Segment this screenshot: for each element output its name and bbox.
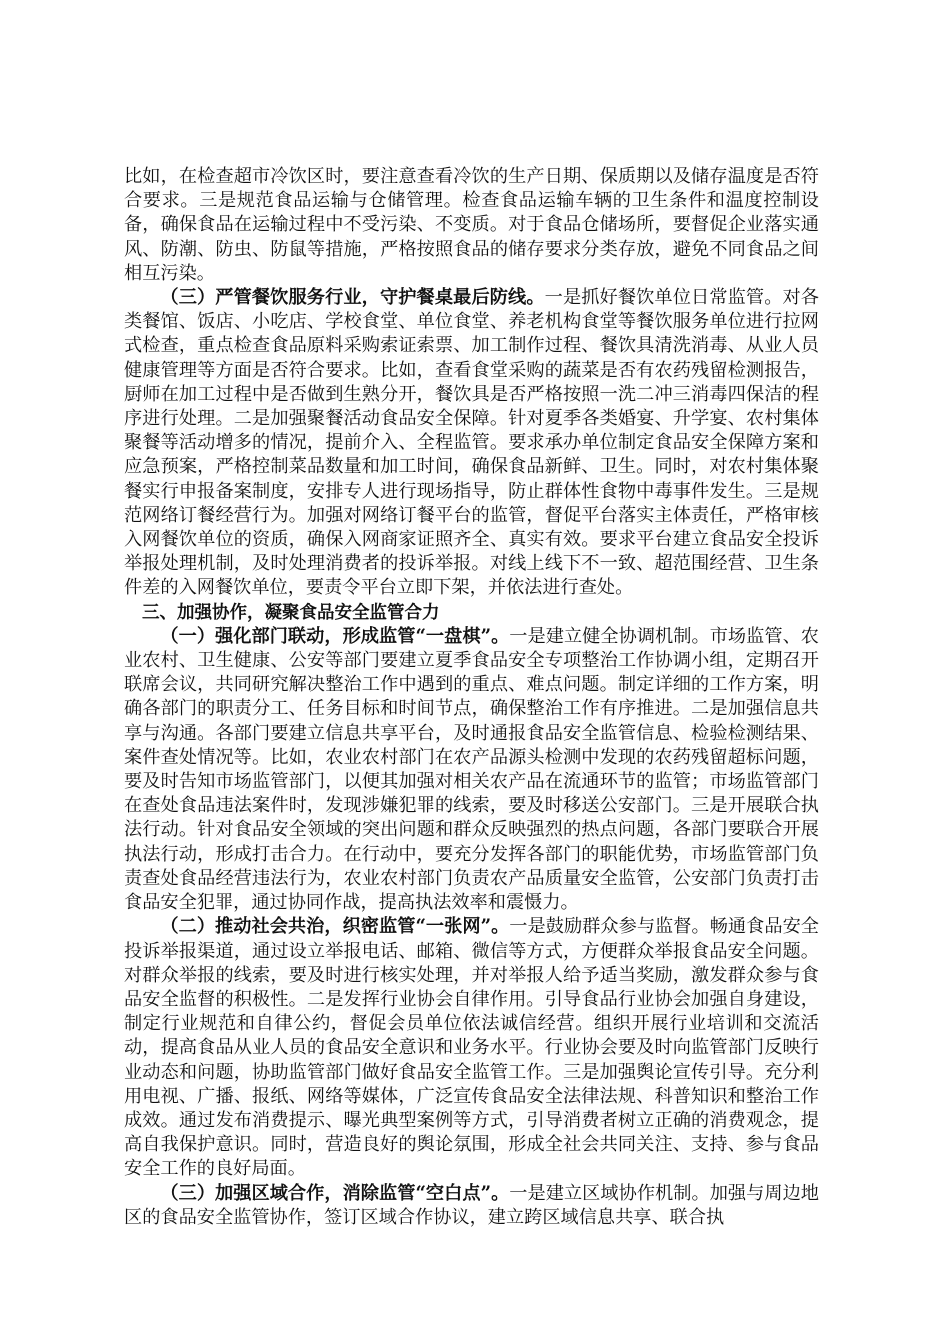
paragraph-social	[124, 915, 819, 1181]
paragraph-text: 一是鼓励群众参与监督。畅通食品安全投诉举报渠道，通过设立举报电话、邮箱、微信等方式，方便群众举报食品安全问题。对群众举报的线索，要及时进行核实处理，并对举报人给予适当奖励，激发群众参与食品安全监督的积极性。二是发挥行业协会自律作用。引导食品行业协会加强自身建设，制定行业规范和自律公约，督促会员单位依法诚信经营。组织开展行业培训和交流活动，提高食品从业人员的食品安全意识和业务水平。行业协会要及时向监管部门反映行业动态和问题，协助监管部门做好食品安全监管工作。三是加强舆论宣传引导。充分利用电视、广播、报纸、网络等媒体，广泛宣传食品安全法律法规、科普知识和整治工作成效。通过发布消费提示、曝光典型案例等方式，引导消费者树立正确的消费观念，提高自我保护意识。同时，营造良好的舆论氛围，形成全社会共同关注、支持、参与食品安全工作的良好局面。	[124, 916, 819, 1180]
paragraph-lead: （三）加强区域合作，消除监管“空白点”。	[160, 1182, 510, 1204]
paragraph-storage	[124, 165, 819, 286]
paragraph-text: 比如，在检查超市冷饮区时，要注意查看冷饮的生产日期、保质期以及储存温度是否符合要求。三是规范食品运输与仓储管理。检查食品运输车辆的卫生条件和温度控制设备，确保食品在运输过程中不受污染、不变质。对于食品仓储场所，要督促企业落实通风、防潮、防虫、防鼠等措施，严格按照食品的储存要求分类存放，避免不同食品之间相互污染。	[124, 166, 819, 284]
paragraph-departments	[124, 625, 819, 915]
section-heading: 三、加强协作，凝聚食品安全监管合力	[142, 602, 440, 623]
paragraph-lead: （一）强化部门联动，形成监管“一盘棋”。	[160, 625, 510, 647]
paragraph-lead: （三）严管餐饮服务行业，守护餐桌最后防线。	[160, 287, 545, 309]
paragraph-regional	[124, 1182, 819, 1230]
paragraph-text: 一是建立健全协调机制。市场监管、农业农村、卫生健康、公安等部门要建立夏季食品安全专项整治工作协调小组，定期召开联席会议，共同研究解决整治工作中遇到的重点、难点问题。制定详细的工作方案，明确各部门的职责分工、任务目标和时间节点，确保整治工作有序推进。二是加强信息共享与沟通。各部门要建立信息共享平台，及时通报食品安全监管信息、检验检测结果、案件查处情况等。比如，农业农村部门在农产品源头检测中发现的农药残留超标问题，要及时告知市场监管部门，以便其加强对相关农产品在流通环节的监管；市场监管部门在查处食品违法案件时，发现涉嫌犯罪的线索，要及时移送公安部门。三是开展联合执法行动。针对食品安全领域的突出问题和群众反映强烈的热点问题，各部门要联合开展执法行动，形成打击合力。在行动中，要充分发挥各部门的职能优势，市场监管部门负责查处食品经营违法行为，农业农村部门负责农产品质量安全监管，公安部门负责打击食品安全犯罪，通过协同作战，提高执法效率和震慑力。	[124, 625, 819, 914]
paragraph-catering	[124, 286, 819, 601]
paragraph-text: 一是建立区域协作机制。加强与周边地区的食品安全监管协作，签订区域合作协议，建立跨区域信息共享、联合执	[124, 1182, 819, 1228]
paragraph-text: 一是抓好餐饮单位日常监管。对各类餐馆、饭店、小吃店、学校食堂、单位食堂、养老机构食堂等餐饮服务单位进行拉网式检查，重点检查食品原料采购索证索票、加工制作过程、餐饮具清洗消毒、从业人员健康管理等方面是否符合要求。比如，查看食堂采购的蔬菜是否有农药残留检测报告，厨师在加工过程中是否做到生熟分开，餐饮具是否严格按照一洗二冲三消毒四保洁的程序进行处理。二是加强聚餐活动食品安全保障。针对夏季各类婚宴、升学宴、农村集体聚餐等活动增多的情况，提前介入、全程监管。要求承办单位制定食品安全保障方案和应急预案，严格控制菜品数量和加工时间，确保食品新鲜、卫生。同时，对农村集体聚餐实行申报备案制度，安排专人进行现场指导，防止群体性食物中毒事件发生。三是规范网络订餐经营行为。加强对网络订餐平台的监管，督促平台落实主体责任，严格审核入网餐饮单位的资质，确保入网商家证照齐全、真实有效。要求平台建立食品安全投诉举报处理机制，及时处理消费者的投诉举报。对线上线下不一致、超范围经营、卫生条件差的入网餐饮单位，要责令平台立即下架，并依法进行查处。	[124, 287, 819, 599]
paragraph-lead: （二）推动社会共治，织密监管“一张网”。	[160, 916, 510, 938]
document-body	[124, 165, 819, 1230]
